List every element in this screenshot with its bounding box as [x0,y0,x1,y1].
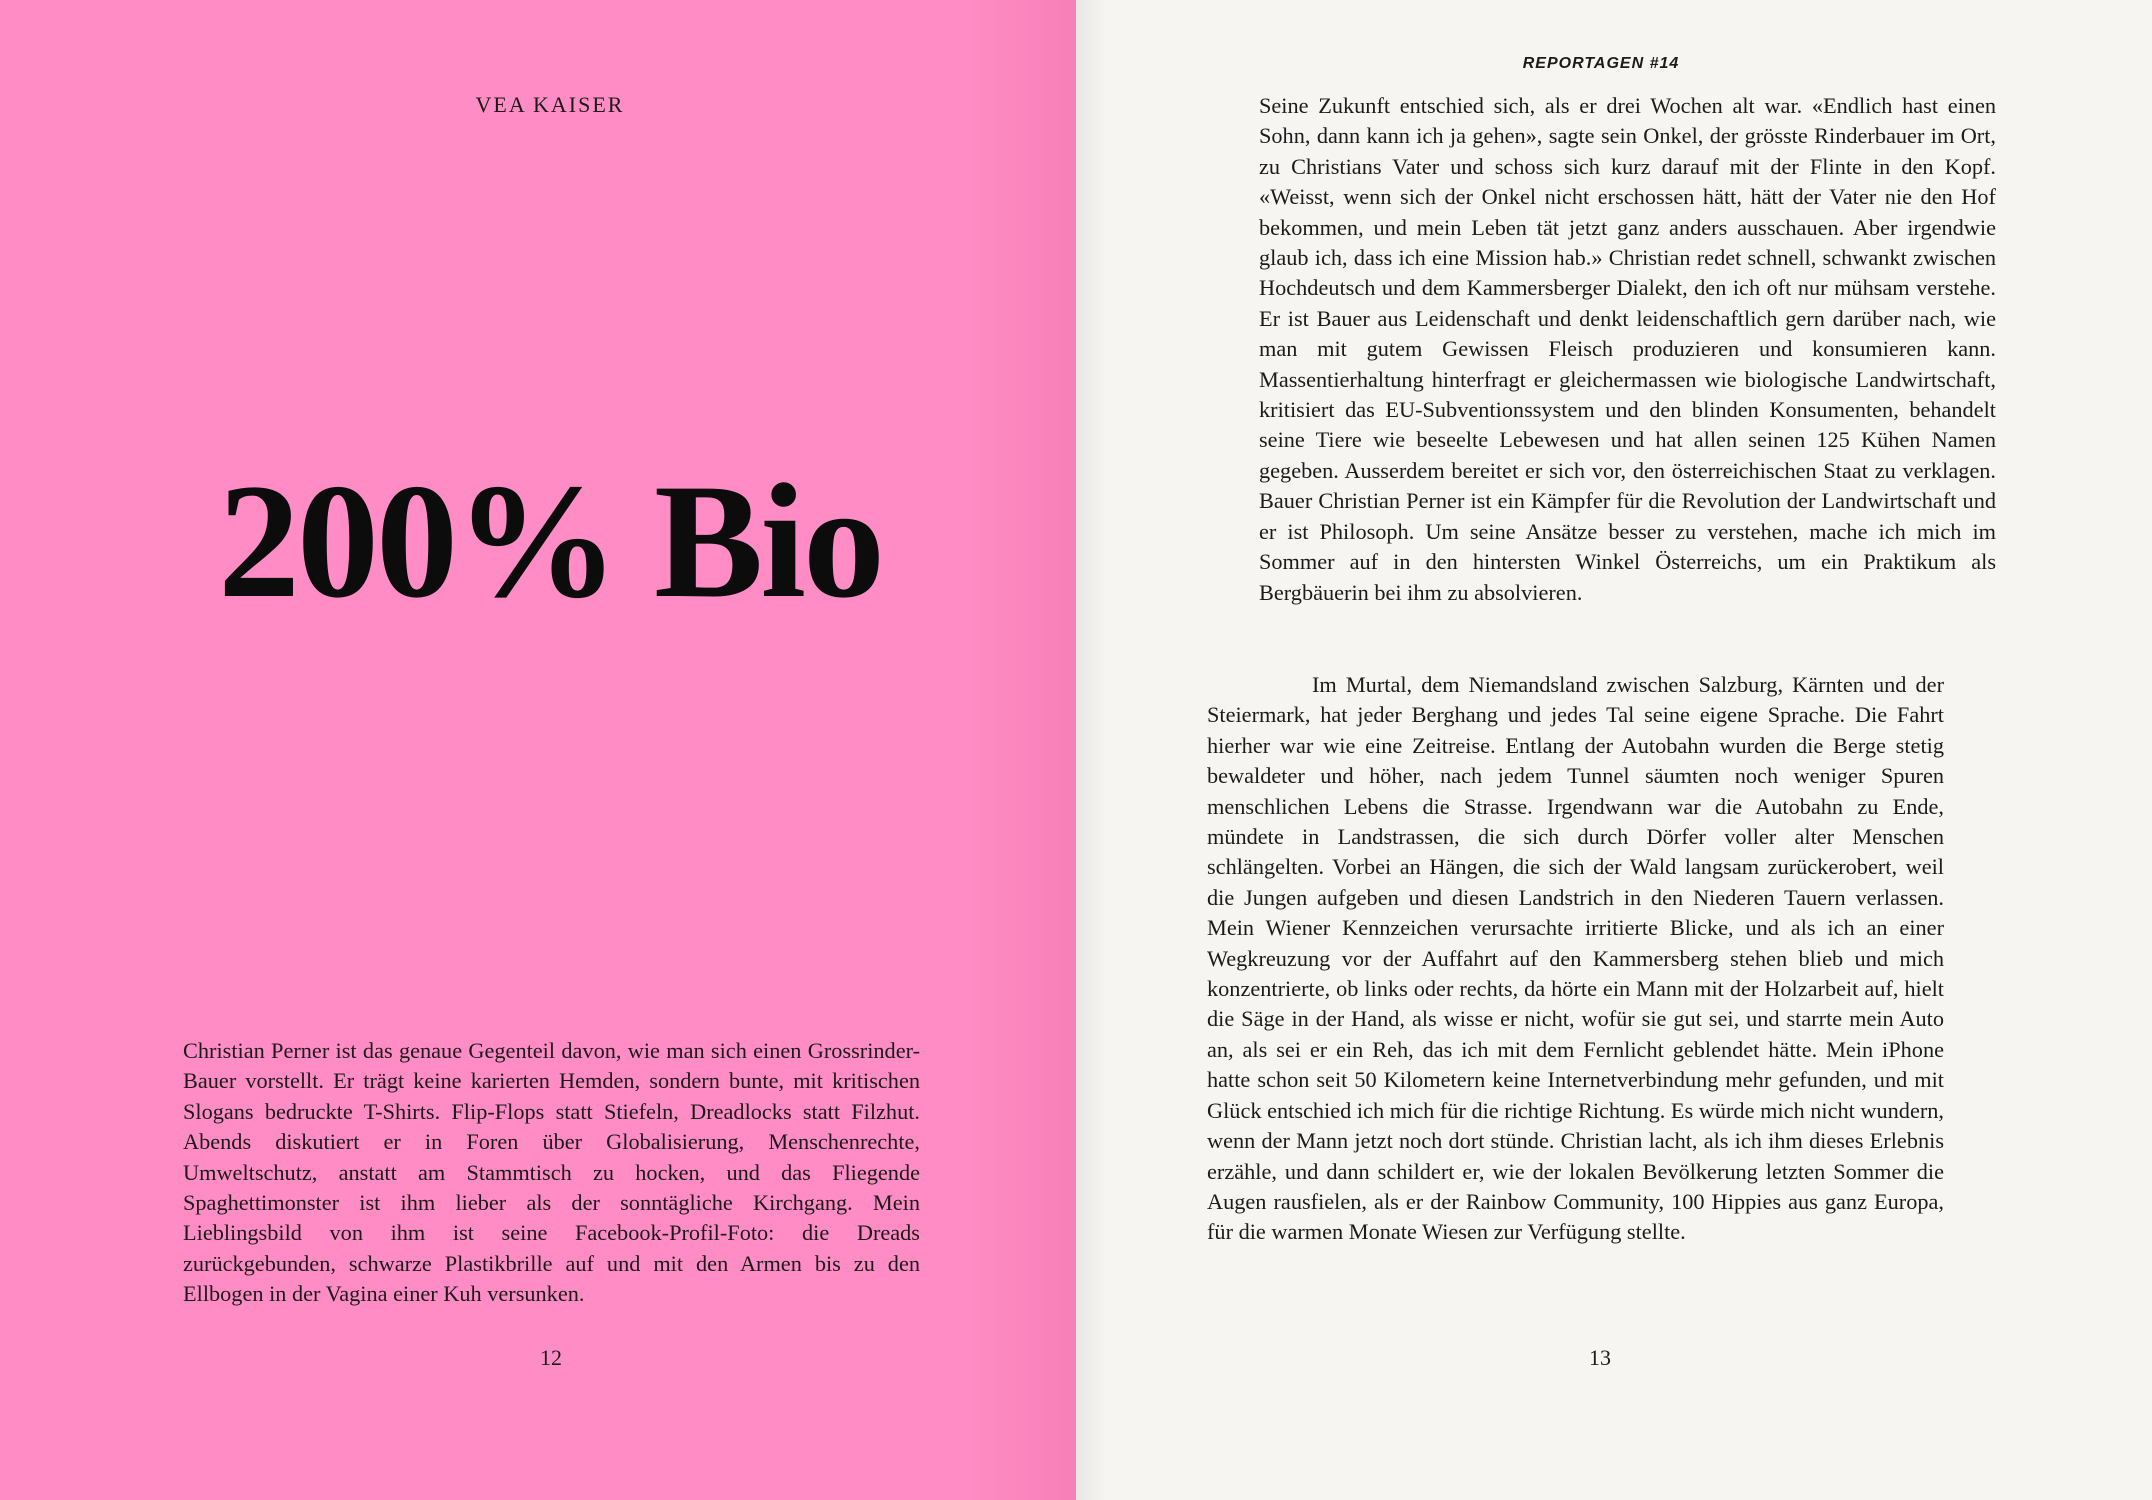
article-title: 200% Bio [218,451,882,632]
page-number-right: 13 [1589,1345,1611,1370]
intro-paragraph: Christian Perner ist das genaue Gegenteil davon, wie man sich einen Grossrinder-Bauer vorstellt. Er trägt keine karierten Hemden, sondern bunte, mit kritischen Slogans bedruckte T-Shirts. Flip-Flops statt Stiefeln, Dreadlocks statt Filzhut. Abends diskutiert er in Foren über Globalisierung, Menschenrechte, Umweltschutz, anstatt am Stammtisch zu hocken, und das Fliegende Spaghettimonster ist ihm lieber als der sonntägliche Kirchgang. Mein Lieblingsbild von ihm ist seine Facebook-Profil-Foto: die Dreads zurückgebunden, schwarze Plastikbrille auf und mit den Armen bis zu den Ellbogen in der Vagina einer Kuh versunken. [183,1038,920,1307]
author-name: VEA KAISER [475,92,625,117]
running-head: REPORTAGEN #14 [1522,55,1680,72]
body-paragraph-1: Seine Zukunft entschied sich, als er drei Wochen alt war. «Endlich hast einen Sohn, dann kann ich ja gehen», sagte sein Onkel, der grösste Rinderbauer im Ort, zu Christians Vater und schoss sich kurz darauf mit der Flinte in den Kopf. «Weisst, wenn sich der Onkel nicht erschossen hätt, hätt der Vater nie den Hof bekommen, und mein Leben tät jetzt ganz anders ausschauen. Aber irgendwie glaub ich, dass ich eine Mission hab.» Christian redet schnell, schwankt zwischen Hochdeutsch und dem Kammersberger Dialekt, den ich oft nur mühsam verstehe. Er ist Bauer aus Leidenschaft und denkt leidenschaftlich gern darüber nach, wie man mit gutem Gewissen Fleisch produzieren und konsumieren kann. Massentierhaltung hinterfragt er gleichermassen wie biologische Landwirtschaft, kritisiert das EU-Subventionssystem und den blinden Konsumenten, behandelt seine Tiere wie beseelte Lebewesen und hat allen seinen 125 Kühen Namen gegeben. Ausserdem bereitet er sich vor, den österreichischen Staat zu verklagen. Bauer Christian Perner ist ein Kämpfer für die Revolution der Landwirtschaft und er ist Philosoph. Um seine Ansätze besser zu verstehen, mache ich mich im Sommer auf in den hintersten Winkel Österreichs, um ein Praktikum als Bergbäuerin bei ihm zu absolvieren. [1259,93,1996,605]
body-paragraph-2: Im Murtal, dem Niemandsland zwischen Salzburg, Kärnten und der Steiermark, hat jeder Berghang und jedes Tal seine eigene Sprache. Die Fahrt hierher war wie eine Zeitreise. Entlang der Autobahn wurden die Berge stetig bewaldeter und höher, nach jedem Tunnel säumten noch weniger Spuren menschlichen Lebens die Strasse. Irgendwann war die Autobahn zu Ende, mündete in Landstrassen, die sich durch Dörfer voller alter Menschen schlängelten. Vorbei an Hängen, die sich der Wald langsam zurückerobert, weil die Jungen aufgeben und diesen Landstrich in den Niederen Tauern verlassen. Mein Wiener Kennzeichen verursachte irritierte Blicke, und als ich an einer Wegkreuzung vor der Auffahrt auf den Kammersberg stehen blieb und mich konzentrierte, ob links oder rechts, da hörte ein Mann mit der Holzarbeit auf, hielt die Säge in der Hand, als wisse er nicht, wofür sie gut sei, und starrte mein Auto an, als sei er ein Reh, das ich mit dem Fernlicht geblendet hätte. Mein iPhone hatte schon seit 50 Kilometern keine Internetverbindung mehr gefunden, und mit Glück entschied ich mich für die richtige Richtung. Es würde mich nicht wundern, wenn der Mann jetzt noch dort stünde. Christian lacht, als ich ihm dieses Erlebnis erzähle, und dann schildert er, wie der lokalen Bevölkerung letzten Sommer die Augen rausfielen, als er der Rainbow Community, 100 Hippies aus ganz Europa, für die warmen Monate Wiesen zur Verfügung stellte. [1207,672,1944,1245]
gutter-shadow [1076,0,1106,1500]
page-number-left: 12 [540,1345,562,1370]
